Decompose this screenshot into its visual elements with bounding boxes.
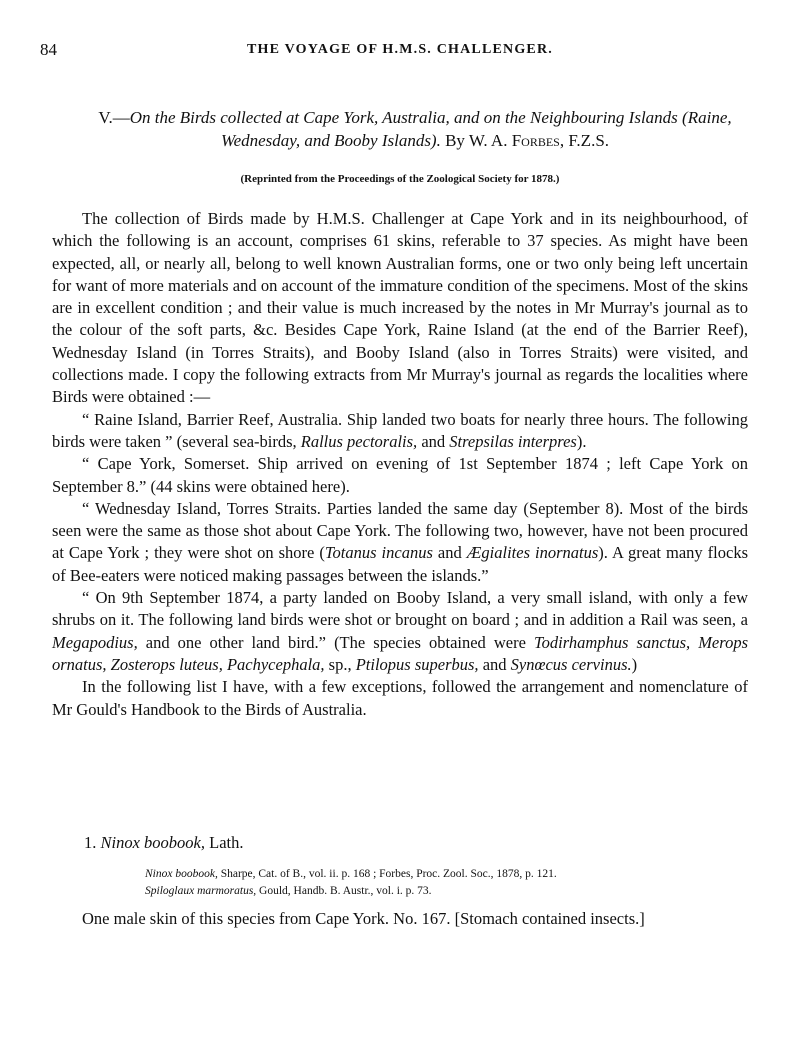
title-italic: On the Birds collected at Cape York, Australia, and on the Neighbouring Islands (Raine, Wednesday, and Booby Islands).	[129, 108, 732, 150]
synonym-reference: Sharpe, Cat. of B., vol. ii. p. 168 ; Forbes, Proc. Zool. Soc., 1878, p. 121.	[220, 868, 557, 880]
species-authority: Lath.	[209, 833, 244, 852]
species-name: Ægialites inornatus	[466, 543, 599, 563]
running-title: THE VOYAGE OF H.M.S. CHALLENGER.	[247, 42, 553, 57]
species-name: Strepsilas interpres	[449, 431, 577, 451]
page-number: 84	[40, 40, 57, 59]
species-number: 1.	[84, 833, 97, 852]
species-name: Synœcus cervinus.	[510, 654, 632, 674]
text-run: )	[631, 654, 638, 674]
reprint-note: (Reprinted from the Proceedings of the Zoological Society for 1878.)	[240, 173, 560, 185]
synonymy	[145, 866, 745, 900]
author-suffix: , F.Z.S.	[559, 131, 610, 150]
paragraph-raine-island	[52, 409, 748, 454]
synonym-line	[145, 883, 745, 900]
page-header	[40, 40, 760, 64]
species-heading	[84, 833, 684, 853]
article-body	[52, 208, 748, 721]
author-name: Forbes	[511, 131, 560, 150]
species-name: Ptilopus superbus,	[355, 654, 479, 674]
text-run: “ Wednesday Island, Torres Straits. Parties landed the same day (September 8). Most of the birds seen were the same as those shot about Cape York. The following two, however, have not been procured at Cape York ; they were shot on shore (	[52, 498, 748, 563]
species-name: Todirhamphus sanctus, Merops ornatus, Zosterops luteus, Pachycephala,	[52, 632, 748, 674]
synonym-line	[145, 866, 745, 883]
species-note	[52, 908, 748, 930]
text-run: “ On 9th September 1874, a party landed on Booby Island, a very small island, with only a few shrubs on it. The following land birds were shot or brought on board ; and in addition a Rail was seen, a	[52, 588, 748, 630]
paragraph-arrangement: In the following list I have, with a few exceptions, followed the arrangement and nomenclature of Mr Gould's Handbook to the Birds of Australia.	[52, 677, 748, 719]
text-run: ). A great many flocks of Bee-eaters were noticed making passages between the islands.”	[52, 543, 749, 585]
author-by: By W. A.	[445, 131, 508, 150]
text-run: and	[421, 431, 446, 451]
species-note-text: One male skin of this species from Cape York. No. 167. [Stomach contained insects.]	[82, 909, 645, 928]
species-name: Rallus pectoralis,	[300, 431, 418, 451]
paragraph-cape-york: “ Cape York, Somerset. Ship arrived on evening of 1st September 1874 ; left Cape York on September 8.” (44 skins were obtained here).	[52, 454, 748, 496]
synonym-reference: Gould, Handb. B. Austr., vol. i. p. 73.	[259, 885, 432, 897]
species-name: Megapodius,	[52, 632, 138, 652]
synonym-name: Spiloglaux marmoratus,	[145, 885, 257, 897]
text-run: and	[437, 543, 462, 563]
paragraph-booby-island	[52, 587, 748, 676]
text-run: sp.,	[328, 654, 352, 674]
text-run: ).	[576, 431, 587, 451]
text-run: and	[482, 654, 507, 674]
text-run: and one other land bird.” (The species obtained were	[145, 632, 526, 652]
article-title	[80, 106, 750, 152]
species-name: Ninox boobook,	[100, 833, 205, 852]
text-run: “ Raine Island, Barrier Reef, Australia. Ship landed two boats for nearly three hours. The following birds were taken ” (several sea-birds,	[52, 409, 748, 451]
paragraph-wednesday-island	[52, 498, 748, 587]
synonym-name: Ninox boobook,	[145, 868, 218, 880]
species-name: Totanus incanus	[324, 543, 433, 563]
title-prefix: V.—	[98, 108, 130, 127]
paragraph-intro: The collection of Birds made by H.M.S. Challenger at Cape York and in its neighbourhood, of which the following is an account, comprises 61 skins, referable to 37 species. As might have been expected, all, or nearly all, belong to well known Australian forms, one or two only being left uncertain for want of more materials and on account of the immature condition of the specimens. Most of the skins are in excellent condition ; and their value is much increased by the notes in Mr Murray's journal as to the colour of the soft parts, &c. Besides Cape York, Raine Island (at the end of the Barrier Reef), Wednesday Island (in Torres Straits), and Booby Island (also in Torres Straits) were visited, and collections made. I copy the following extracts from Mr Murray's journal as regards the localities where Birds were obtained :—	[52, 209, 748, 407]
